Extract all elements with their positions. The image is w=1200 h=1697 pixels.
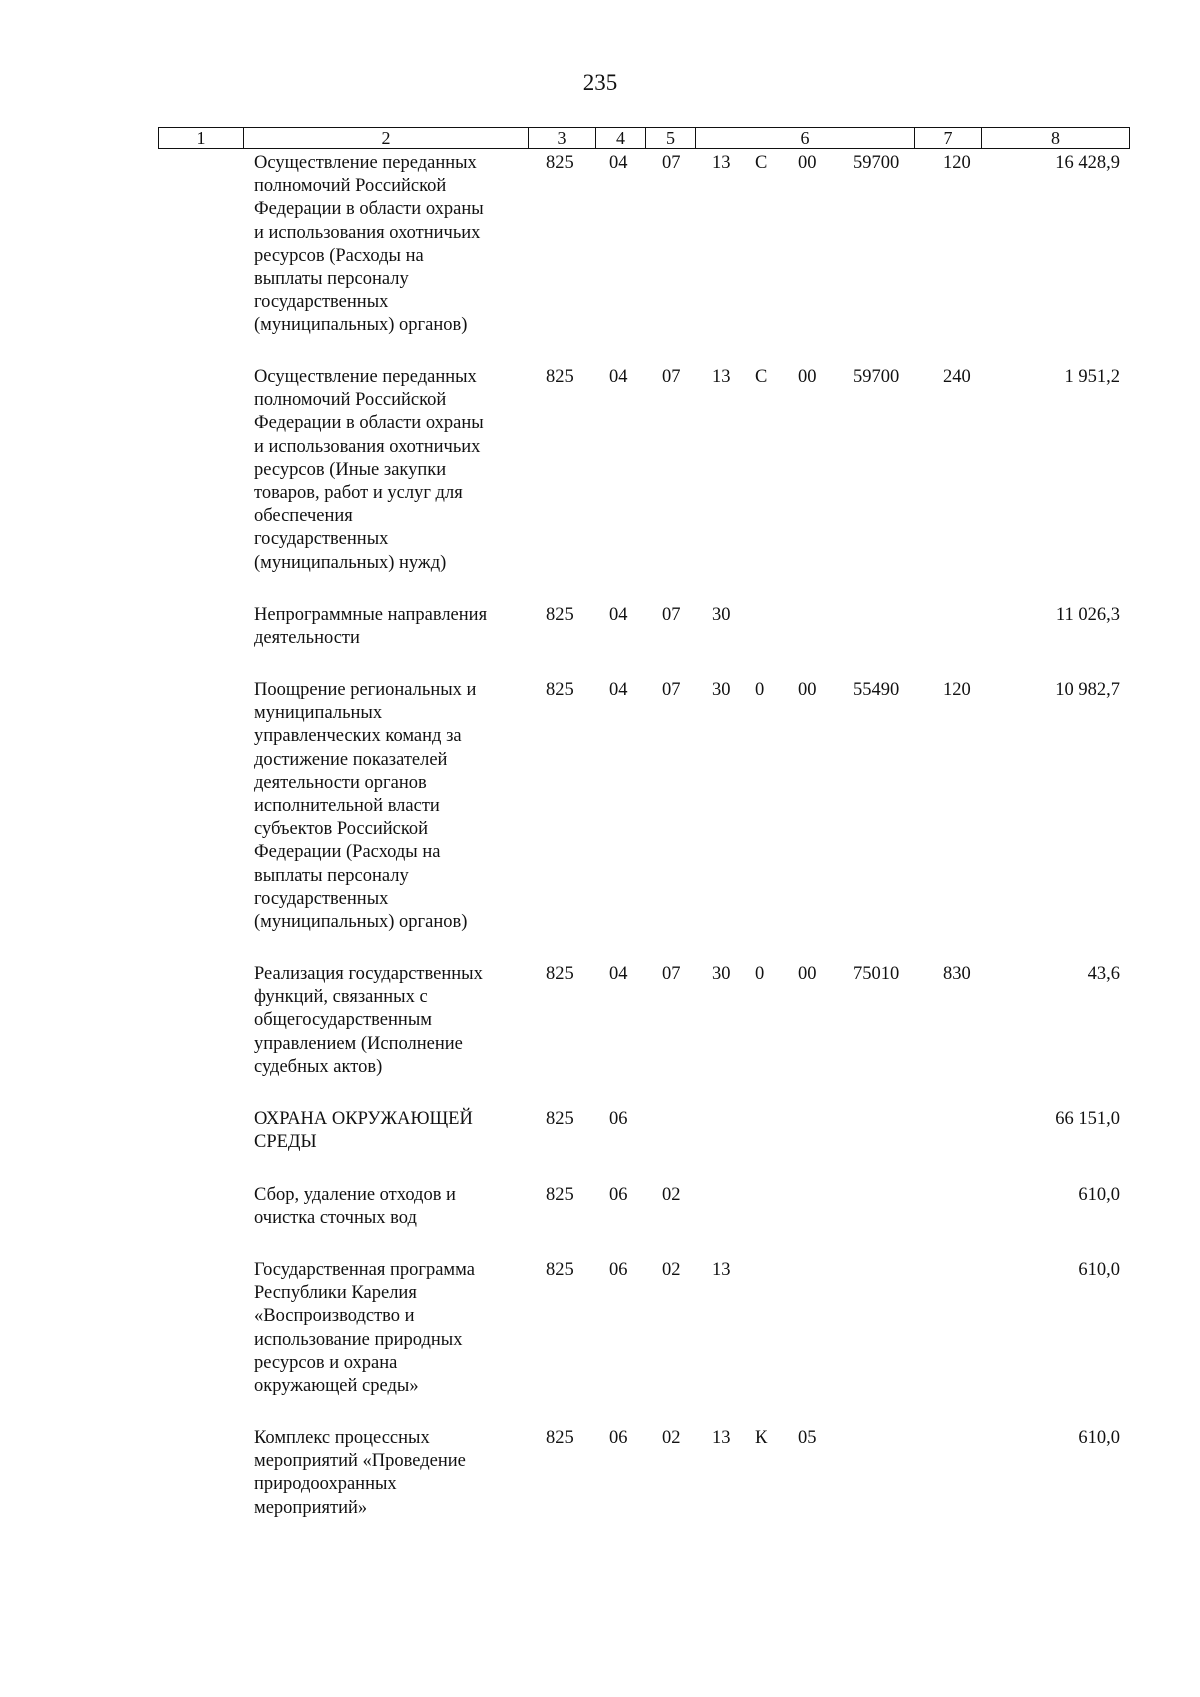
column-header-1: 1 — [159, 128, 244, 148]
column-header-8: 8 — [1051, 128, 1060, 148]
column-header-5: 5 — [646, 128, 696, 148]
cell-col6-type: 0 — [755, 964, 765, 984]
cell-col7: 120 — [943, 153, 971, 173]
cell-col6-direction: 59700 — [853, 367, 900, 387]
cell-col6-sub: 00 — [798, 367, 817, 387]
cell-col6-direction: 59700 — [853, 153, 900, 173]
column-header-6: 6 — [696, 128, 915, 148]
cell-col6-program: 30 — [712, 680, 731, 700]
column-header-row — [158, 127, 1130, 149]
row-description: Осуществление переданных полномочий Российской Федерации в области охраны и использования охотничьих ресурсов (Иные закупки товаров, работ и услуг для обеспечения государственных (муниципальных) нужд) — [254, 367, 484, 573]
cell-col6-direction: 55490 — [853, 680, 900, 700]
cell-col4: 04 — [609, 964, 628, 984]
cell-col6-program: 13 — [712, 153, 731, 173]
cell-col3: 825 — [546, 605, 574, 625]
row-description: Осуществление переданных полномочий Российской Федерации в области охраны и использования охотничьих ресурсов (Расходы на выплаты персоналу государственных (муниципальных) органов) — [254, 153, 484, 336]
row-description: Государственная программа Республики Карелия «Воспроизводство и использование природных ресурсов и охрана окружающей среды» — [254, 1260, 475, 1397]
cell-col6-type: К — [755, 1428, 768, 1448]
cell-col7: 120 — [943, 680, 971, 700]
cell-col6-direction: 75010 — [853, 964, 900, 984]
cell-col5: 02 — [662, 1185, 681, 1205]
column-header-4: 4 — [596, 128, 646, 148]
cell-col4: 06 — [609, 1428, 628, 1448]
cell-col8-amount: 43,6 — [1087, 964, 1120, 984]
cell-col4: 04 — [609, 680, 628, 700]
cell-col7: 830 — [943, 964, 971, 984]
cell-col4: 04 — [609, 367, 628, 387]
cell-col3: 825 — [546, 153, 574, 173]
cell-col6-type: С — [755, 367, 768, 387]
cell-col6-sub: 00 — [798, 964, 817, 984]
cell-col6-sub: 00 — [798, 153, 817, 173]
row-description: Непрограммные направления деятельности — [254, 605, 488, 649]
cell-col6-type: 0 — [755, 680, 765, 700]
cell-col5: 07 — [662, 367, 681, 387]
cell-col6-program: 30 — [712, 605, 731, 625]
page-number: 235 — [582, 70, 618, 95]
cell-col3: 825 — [546, 1428, 574, 1448]
cell-col6-sub: 05 — [798, 1428, 817, 1448]
cell-col8-amount: 610,0 — [1078, 1185, 1120, 1205]
cell-col3: 825 — [546, 1260, 574, 1280]
cell-col8-amount: 1 951,2 — [1064, 367, 1120, 387]
cell-col4: 04 — [609, 153, 628, 173]
cell-col8-amount: 10 982,7 — [1055, 680, 1120, 700]
row-description: Сбор, удаление отходов и очистка сточных вод — [254, 1185, 456, 1229]
cell-col3: 825 — [546, 964, 574, 984]
cell-col5: 07 — [662, 680, 681, 700]
cell-col8-amount: 16 428,9 — [1055, 153, 1120, 173]
cell-col6-program: 13 — [712, 1428, 731, 1448]
cell-col5: 02 — [662, 1428, 681, 1448]
cell-col3: 825 — [546, 680, 574, 700]
cell-col5: 07 — [662, 153, 681, 173]
row-description: Реализация государственных функций, связанных с общегосударственным управлением (Исполнение судебных актов) — [254, 964, 483, 1077]
cell-col6-type: С — [755, 153, 768, 173]
cell-col7: 240 — [943, 367, 971, 387]
cell-col5: 07 — [662, 605, 681, 625]
cell-col5: 02 — [662, 1260, 681, 1280]
cell-col3: 825 — [546, 1185, 574, 1205]
cell-col6-program: 30 — [712, 964, 731, 984]
cell-col5: 07 — [662, 964, 681, 984]
column-header-2: 2 — [244, 128, 529, 148]
column-header-3: 3 — [529, 128, 596, 148]
cell-col6-program: 13 — [712, 1260, 731, 1280]
cell-col4: 04 — [609, 605, 628, 625]
cell-col4: 06 — [609, 1109, 628, 1129]
cell-col8-amount: 610,0 — [1078, 1428, 1120, 1448]
column-header-7: 7 — [915, 128, 982, 148]
cell-col6-sub: 00 — [798, 680, 817, 700]
row-description: Комплекс процессных мероприятий «Проведение природоохранных мероприятий» — [254, 1428, 466, 1518]
row-description: Поощрение региональных и муниципальных управленческих команд за достижение показателей деятельности органов исполнительной власти субъектов Российской Федерации (Расходы на выплаты персоналу государственных (муниципальных) органов) — [254, 680, 477, 933]
cell-col3: 825 — [546, 367, 574, 387]
cell-col4: 06 — [609, 1260, 628, 1280]
cell-col3: 825 — [546, 1109, 574, 1129]
cell-col8-amount: 610,0 — [1078, 1260, 1120, 1280]
cell-col6-program: 13 — [712, 367, 731, 387]
cell-col4: 06 — [609, 1185, 628, 1205]
cell-col8-amount: 11 026,3 — [1055, 605, 1120, 625]
cell-col8-amount: 66 151,0 — [1055, 1109, 1120, 1129]
row-description: ОХРАНА ОКРУЖАЮЩЕЙ СРЕДЫ — [254, 1109, 473, 1153]
